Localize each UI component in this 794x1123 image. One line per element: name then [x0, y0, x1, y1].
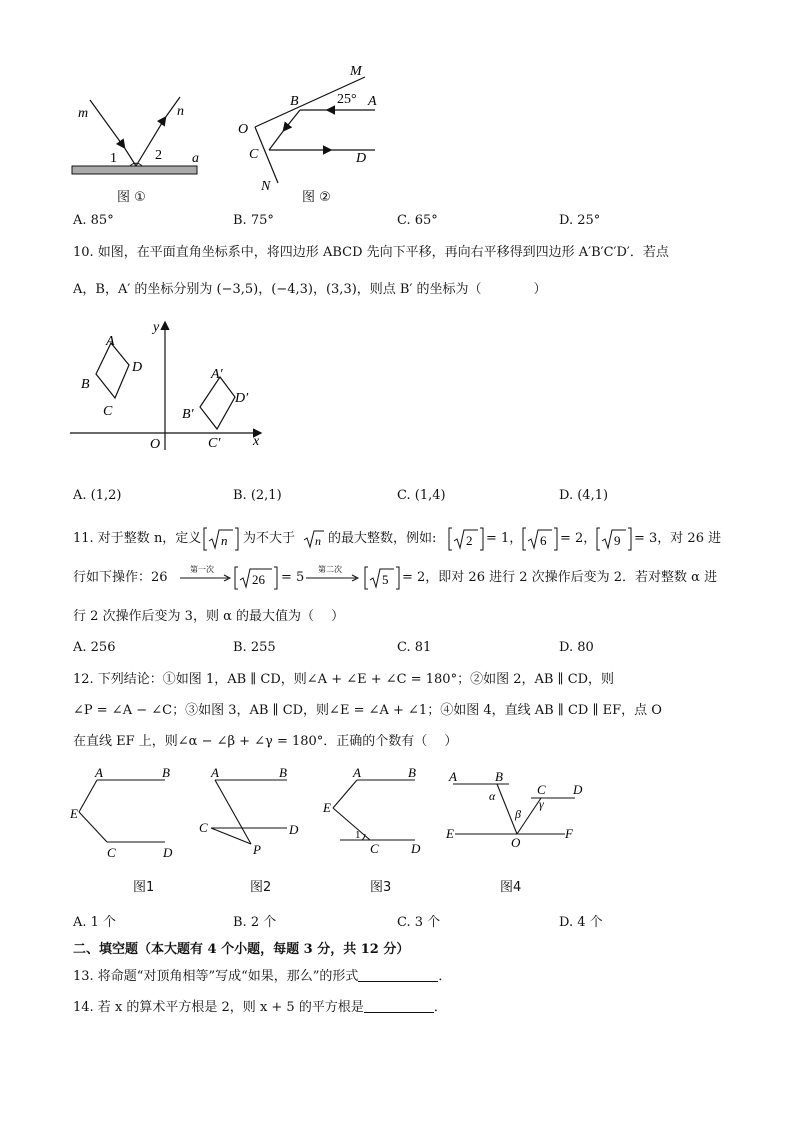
svg-text:C′: C′ — [208, 436, 221, 451]
q12-option-c[interactable]: C. 3 个 — [397, 915, 441, 930]
ray-m — [90, 100, 124, 147]
svg-text:D′: D′ — [235, 391, 249, 406]
q13-row: 13. 将命题“对顶角相等”写成“如果，那么”的形式 ． — [73, 969, 452, 984]
quad-ABCD — [96, 343, 129, 398]
svg-text:O: O — [150, 437, 161, 452]
q10-option-c[interactable]: C. (1,4) — [397, 488, 446, 503]
fig9-caption-2: 图 ② — [302, 190, 331, 205]
svg-text:D: D — [573, 782, 583, 797]
q10-coordinate-figure — [65, 315, 275, 455]
svg-text:β: β — [515, 807, 521, 821]
svg-text:E: E — [70, 806, 78, 821]
label-1: 1 — [110, 151, 117, 166]
svg-text:C: C — [537, 782, 546, 797]
mirror-surface — [72, 166, 197, 174]
svg-text:n: n — [315, 534, 321, 548]
q10-option-b[interactable]: B. (2,1) — [233, 488, 282, 503]
q12-caption-1: 图1 — [133, 880, 155, 895]
svg-text:26: 26 — [252, 572, 265, 587]
q11-line1b: 为不大于 — [243, 531, 296, 546]
svg-text:A: A — [95, 765, 103, 780]
q12-line2: ∠P = ∠A − ∠C；③如图 3，AB ∥ CD，则∠E = ∠A + ∠1；④如图 4，直线 AB ∥ CD ∥ EF，点 O — [73, 703, 662, 718]
label-m: m — [78, 106, 89, 121]
svg-text:F: F — [565, 826, 573, 841]
q13-answer-blank[interactable] — [358, 967, 438, 982]
q11-option-d[interactable]: D. 80 — [559, 640, 594, 655]
svg-text:O: O — [511, 835, 521, 850]
svg-text:25°: 25° — [337, 92, 357, 107]
svg-text:D: D — [289, 822, 299, 837]
svg-text:D: D — [411, 841, 421, 856]
section-fill-in-heading: 二、填空题（本大题有 4 个小题，每题 3 分，共 12 分） — [73, 942, 410, 957]
svg-text:B′: B′ — [182, 407, 194, 422]
q12-caption-3: 图3 — [370, 880, 392, 895]
svg-text:C: C — [370, 841, 379, 856]
q12-caption-4: 图4 — [500, 880, 522, 895]
floor-sqrt-6 — [522, 526, 558, 552]
svg-text:P: P — [253, 842, 261, 857]
svg-text:α: α — [489, 789, 496, 803]
q11-line2b: = 2，即对 26 进行 2 次操作后变为 2．若对整数 α 进 — [402, 570, 718, 585]
svg-text:C: C — [199, 820, 208, 835]
svg-text:B: B — [408, 765, 416, 780]
svg-text:2: 2 — [466, 533, 473, 548]
svg-text:A: A — [368, 94, 377, 109]
svg-text:n: n — [221, 533, 228, 548]
q10-line2: A，B，A′ 的坐标分别为 (−3,5)，(−4,3)，(3,3)，则点 B′ 的坐标为（ ） — [73, 282, 547, 297]
q12-line3: 在直线 EF 上，则∠α − ∠β + ∠γ = 180°．正确的个数有（ ） — [73, 734, 458, 749]
svg-text:A: A — [449, 769, 457, 784]
svg-text:N: N — [261, 179, 271, 194]
svg-text:9: 9 — [614, 533, 621, 548]
svg-text:B: B — [290, 94, 299, 109]
q14-row: 14. 若 x 的算术平方根是 2，则 x + 5 的平方根是 ． — [73, 1000, 447, 1015]
svg-text:A′: A′ — [211, 367, 223, 382]
svg-text:1: 1 — [355, 829, 361, 841]
svg-text:B: B — [162, 765, 170, 780]
q10-line1: 10. 如图，在平面直角坐标系中，将四边形 ABCD 先向下平移，再向右平移得到四边形 A′B′C′D′．若点 — [73, 245, 669, 260]
q12-option-a[interactable]: A. 1 个 — [73, 915, 117, 930]
svg-text:A: A — [211, 765, 219, 780]
q12-line1: 12. 下列结论：①如图 1，AB ∥ CD，则∠A + ∠E + ∠C = 180°；②如图 2，AB ∥ CD，则 — [73, 672, 615, 687]
q11-mid: = 5 — [281, 570, 305, 585]
q12-figures — [65, 762, 605, 862]
floor-sqrt-n — [203, 526, 239, 552]
fig9-diagram — [60, 55, 400, 210]
svg-text:D: D — [356, 151, 367, 166]
q9-option-b[interactable]: B. 75° — [233, 213, 274, 228]
floor-sqrt-2 — [448, 526, 484, 552]
q10-option-a[interactable]: A. (1,2) — [73, 488, 122, 503]
svg-text:D: D — [163, 845, 173, 860]
svg-text:B: B — [279, 765, 287, 780]
svg-text:5: 5 — [382, 572, 389, 587]
q11-ex1: = 1， — [486, 531, 523, 546]
sqrt-n — [302, 528, 326, 550]
svg-text:C: C — [107, 845, 116, 860]
q11-line2a: 行如下操作：26 — [73, 570, 168, 585]
q11-line3: 行 2 次操作后变为 3，则 α 的最大值为（ ） — [73, 609, 345, 624]
q14-answer-blank[interactable] — [364, 998, 434, 1013]
svg-text:B: B — [495, 769, 503, 784]
q10-option-d[interactable]: D. (4,1) — [559, 488, 609, 503]
q11-line1a: 11. 对于整数 n，定义 — [73, 531, 202, 546]
q9-option-a[interactable]: A. 85° — [73, 213, 114, 228]
svg-text:x: x — [253, 434, 260, 449]
svg-text:B: B — [81, 377, 90, 392]
q13-text: 13. 将命题“对顶角相等”写成“如果，那么”的形式 — [73, 969, 359, 984]
label-2: 2 — [155, 148, 162, 163]
quad-A2B2C2D2 — [200, 377, 235, 429]
svg-text:C: C — [249, 147, 259, 162]
q12-option-d[interactable]: D. 4 个 — [559, 915, 603, 930]
q11-ex2: = 2， — [560, 531, 597, 546]
label-a: a — [192, 151, 199, 166]
svg-text:A: A — [353, 765, 361, 780]
mirror-ON — [255, 127, 278, 183]
fig9-caption-1: 图 ① — [117, 190, 146, 205]
q11-option-c[interactable]: C. 81 — [397, 640, 432, 655]
svg-text:E: E — [323, 800, 331, 815]
label-n: n — [177, 104, 184, 119]
q12-option-b[interactable]: B. 2 个 — [233, 915, 277, 930]
svg-text:y: y — [153, 320, 160, 335]
q11-ex3: = 3，对 26 进 — [634, 531, 722, 546]
svg-text:C: C — [103, 404, 113, 419]
q9-option-c[interactable]: C. 65° — [397, 213, 438, 228]
svg-text:第一次: 第一次 — [190, 565, 214, 574]
svg-text:M: M — [350, 64, 362, 79]
svg-text:γ: γ — [539, 797, 544, 811]
q11-option-b[interactable]: B. 255 — [233, 640, 276, 655]
floor-sqrt-9 — [596, 526, 632, 552]
svg-text:6: 6 — [540, 533, 547, 548]
arrow-first — [178, 563, 234, 585]
q9-option-d[interactable]: D. 25° — [559, 213, 601, 228]
svg-text:A: A — [106, 334, 115, 349]
arrow-second — [304, 563, 362, 585]
q14-text: 14. 若 x 的算术平方根是 2，则 x + 5 的平方根是 — [73, 1000, 364, 1015]
svg-text:D: D — [132, 360, 143, 375]
floor-sqrt-5 — [364, 565, 400, 591]
q12-caption-2: 图2 — [250, 880, 272, 895]
q11-line1c: 的最大整数，例如: — [328, 531, 437, 546]
svg-text:E: E — [446, 826, 454, 841]
svg-text:O: O — [238, 122, 249, 137]
svg-text:第二次: 第二次 — [318, 565, 342, 574]
q11-option-a[interactable]: A. 256 — [73, 640, 116, 655]
floor-sqrt-26 — [234, 565, 278, 591]
